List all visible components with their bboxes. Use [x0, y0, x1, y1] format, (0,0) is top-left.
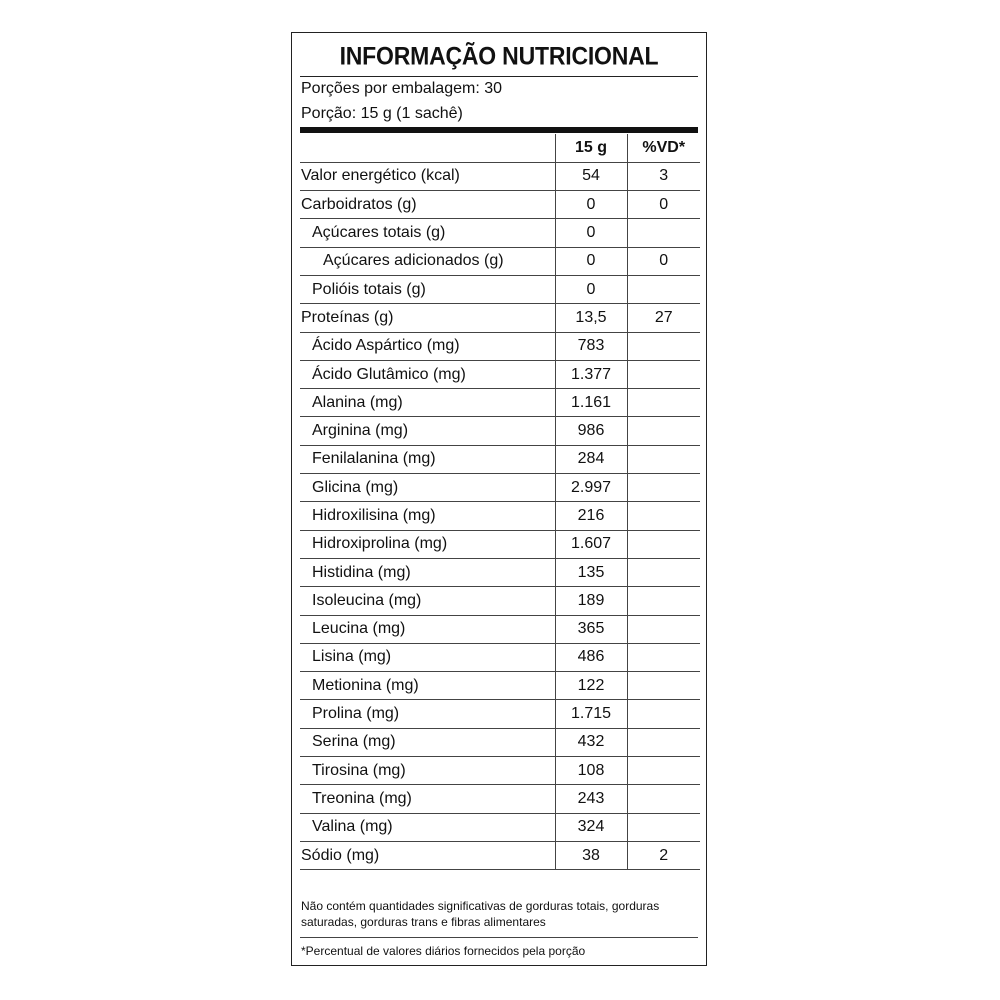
table-row: [300, 389, 700, 417]
footnote-daily-values: *Percentual de valores diários fornecidos pela porção: [301, 944, 586, 958]
table-row: [300, 417, 700, 445]
table-row: [300, 162, 700, 190]
nutrient-dv: [627, 275, 700, 303]
nutrient-amount: 284: [555, 445, 627, 473]
nutrition-facts-label: [291, 32, 707, 966]
nutrient-amount: 1.715: [555, 700, 627, 728]
nutrition-rows: [300, 162, 700, 869]
table-row: [300, 757, 700, 785]
nutrient-name: Hidroxiprolina (mg): [300, 530, 555, 558]
nutrient-amount: 1.161: [555, 389, 627, 417]
nutrient-name: Ácido Glutâmico (mg): [300, 360, 555, 388]
table-row: [300, 502, 700, 530]
servings-per-package: Porções por embalagem: 30: [301, 80, 502, 97]
nutrient-name: Proteínas (g): [300, 304, 555, 332]
table-row: [300, 191, 700, 219]
nutrient-name: Açúcares adicionados (g): [300, 247, 555, 275]
nutrient-amount: 38: [555, 841, 627, 869]
nutrient-dv: [627, 445, 700, 473]
nutrient-amount: 0: [555, 247, 627, 275]
header-amount: 15 g: [555, 134, 627, 162]
nutrient-dv: [627, 474, 700, 502]
nutrient-amount: 986: [555, 417, 627, 445]
footnote-not-significant: Não contém quantidades significativas de gorduras totais, gorduras saturadas, gorduras trans e fibras alimentares: [301, 899, 660, 929]
nutrient-name: Fenilalanina (mg): [300, 445, 555, 473]
nutrient-amount: 1.377: [555, 360, 627, 388]
nutrient-dv: 3: [627, 162, 700, 190]
table-row: [300, 530, 700, 558]
nutrient-amount: 432: [555, 728, 627, 756]
title-divider: [300, 76, 698, 77]
nutrient-amount: 108: [555, 757, 627, 785]
nutrient-amount: 2.997: [555, 474, 627, 502]
table-row: [300, 360, 700, 388]
table-row: [300, 445, 700, 473]
table-row: [300, 672, 700, 700]
nutrient-amount: 365: [555, 615, 627, 643]
nutrient-amount: 216: [555, 502, 627, 530]
nutrient-name: Metionina (mg): [300, 672, 555, 700]
nutrient-name: Prolina (mg): [300, 700, 555, 728]
nutrient-dv: [627, 757, 700, 785]
serving-size: Porção: 15 g (1 sachê): [301, 105, 463, 122]
nutrient-dv: [627, 530, 700, 558]
table-row: [300, 841, 700, 869]
header-blank: [300, 134, 555, 162]
nutrient-dv: 0: [627, 191, 700, 219]
table-header-row: [300, 134, 700, 162]
nutrient-dv: [627, 728, 700, 756]
nutrient-amount: 783: [555, 332, 627, 360]
table-row: [300, 558, 700, 586]
table-row: [300, 785, 700, 813]
header-dv: %VD*: [627, 134, 700, 162]
table-row: [300, 700, 700, 728]
table-row: [300, 275, 700, 303]
nutrient-dv: [627, 615, 700, 643]
nutrient-name: Isoleucina (mg): [300, 587, 555, 615]
table-row: [300, 643, 700, 671]
nutrient-amount: 486: [555, 643, 627, 671]
nutrient-name: Histidina (mg): [300, 558, 555, 586]
table-row: [300, 474, 700, 502]
table-row: [300, 813, 700, 841]
nutrient-name: Ácido Aspártico (mg): [300, 332, 555, 360]
nutrient-name: Sódio (mg): [300, 841, 555, 869]
nutrient-dv: [627, 785, 700, 813]
table-row: [300, 247, 700, 275]
nutrient-amount: 0: [555, 219, 627, 247]
nutrient-name: Valina (mg): [300, 813, 555, 841]
nutrient-amount: 135: [555, 558, 627, 586]
nutrient-dv: 0: [627, 247, 700, 275]
nutrient-name: Valor energético (kcal): [300, 162, 555, 190]
nutrient-name: Glicina (mg): [300, 474, 555, 502]
nutrient-dv: [627, 219, 700, 247]
nutrient-name: Lisina (mg): [300, 643, 555, 671]
nutrient-dv: [627, 672, 700, 700]
nutrient-dv: 2: [627, 841, 700, 869]
nutrient-name: Tirosina (mg): [300, 757, 555, 785]
nutrient-dv: [627, 389, 700, 417]
nutrient-dv: [627, 700, 700, 728]
nutrient-name: Hidroxilisina (mg): [300, 502, 555, 530]
nutrient-name: Polióis totais (g): [300, 275, 555, 303]
nutrition-table: [300, 134, 700, 870]
nutrient-amount: 1.607: [555, 530, 627, 558]
nutrient-amount: 189: [555, 587, 627, 615]
table-row: [300, 615, 700, 643]
nutrient-dv: [627, 643, 700, 671]
table-row: [300, 332, 700, 360]
nutrient-name: Alanina (mg): [300, 389, 555, 417]
nutrient-amount: 13,5: [555, 304, 627, 332]
table-row: [300, 304, 700, 332]
nutrient-dv: [627, 417, 700, 445]
nutrient-name: Carboidratos (g): [300, 191, 555, 219]
nutrient-dv: [627, 502, 700, 530]
nutrient-amount: 122: [555, 672, 627, 700]
nutrient-amount: 0: [555, 275, 627, 303]
nutrient-dv: [627, 360, 700, 388]
table-row: [300, 219, 700, 247]
nutrient-amount: 243: [555, 785, 627, 813]
nutrient-amount: 324: [555, 813, 627, 841]
nutrient-name: Serina (mg): [300, 728, 555, 756]
nutrient-dv: [627, 587, 700, 615]
nutrient-name: Treonina (mg): [300, 785, 555, 813]
nutrient-name: Açúcares totais (g): [300, 219, 555, 247]
label-title: INFORMAÇÃO NUTRICIONAL: [339, 41, 659, 70]
table-row: [300, 587, 700, 615]
nutrient-dv: [627, 558, 700, 586]
table-row: [300, 728, 700, 756]
footnote-divider: [300, 937, 698, 938]
nutrient-amount: 54: [555, 162, 627, 190]
nutrient-dv: [627, 332, 700, 360]
thick-divider: [300, 127, 698, 133]
nutrient-name: Arginina (mg): [300, 417, 555, 445]
nutrient-name: Leucina (mg): [300, 615, 555, 643]
nutrient-dv: [627, 813, 700, 841]
nutrient-amount: 0: [555, 191, 627, 219]
nutrient-dv: 27: [627, 304, 700, 332]
